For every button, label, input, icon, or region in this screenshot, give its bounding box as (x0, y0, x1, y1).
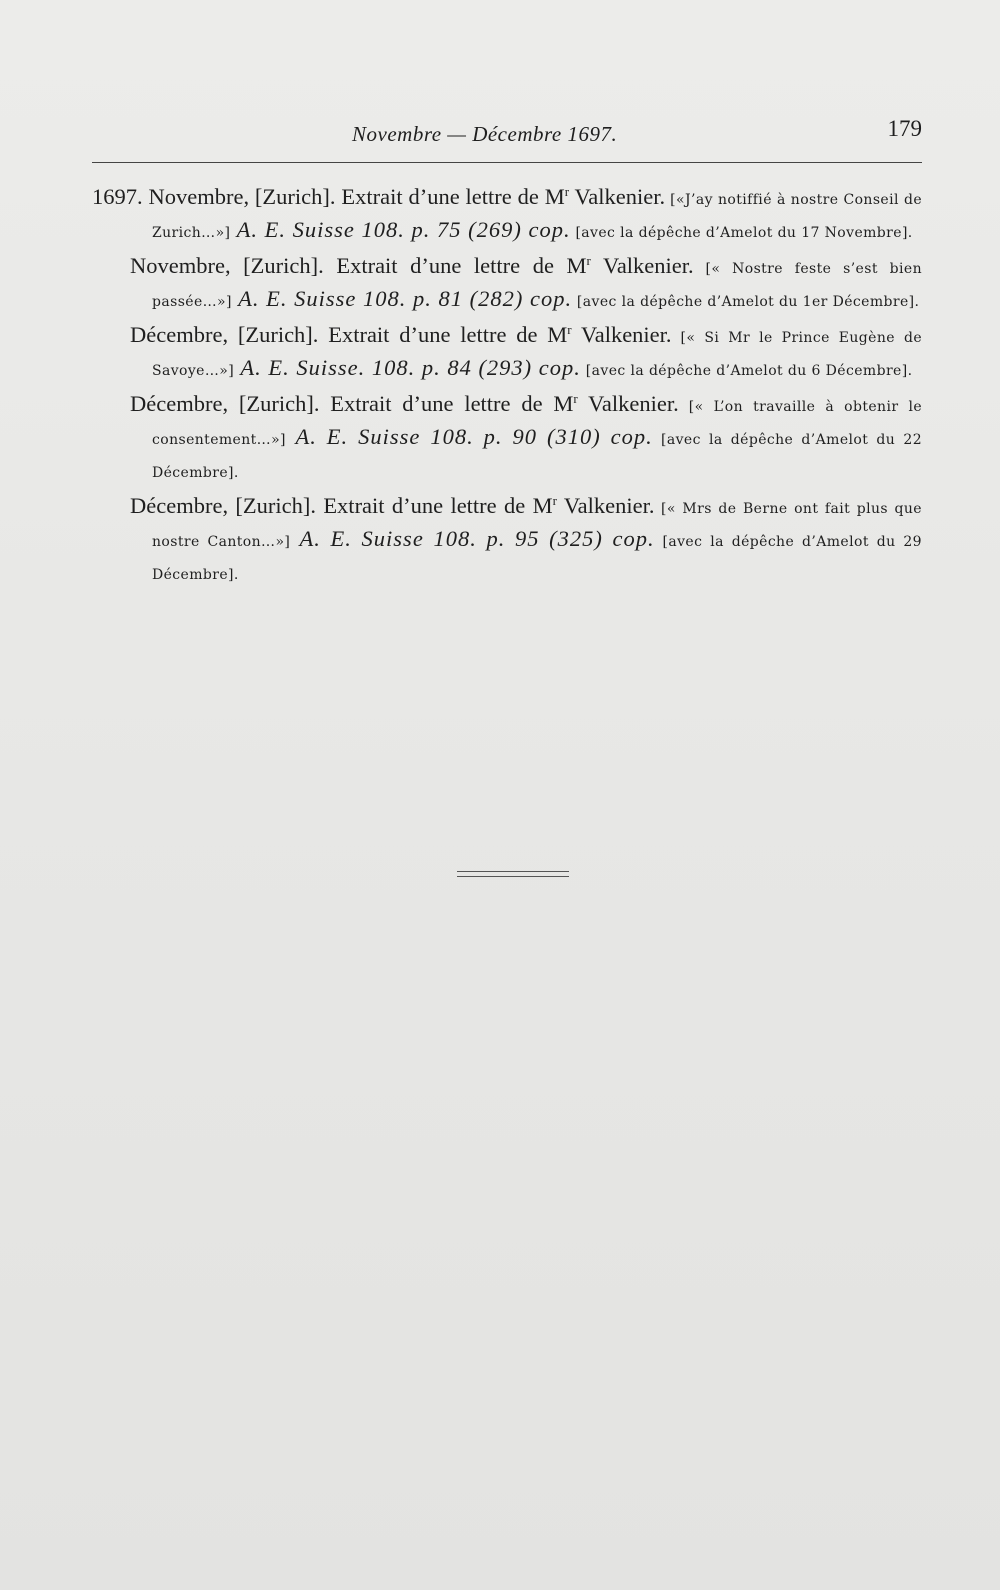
ornamental-rule (457, 871, 569, 877)
entry-citation: A. E. Suisse. 108. p. 84 (293) cop. (234, 355, 581, 380)
entry (92, 320, 922, 386)
entry-note: [avec la dépêche d’Amelot du 22 Décembre]. (152, 432, 922, 481)
entry-sup: r (567, 322, 572, 337)
entry-note: [avec la dépêche d’Amelot du 1er Décembre]. (572, 294, 920, 310)
running-title: Novembre — Décembre 1697. (352, 122, 618, 146)
entry (92, 251, 922, 317)
entry-lead: Novembre, [Zurich]. Extrait d’une lettre de M (130, 253, 587, 278)
entry-quote: [« L’on travaille à obtenir le consentement…»] (152, 399, 923, 448)
entry-lead-end: Valkenier. (569, 184, 666, 209)
entry-sup: r (552, 493, 557, 508)
entry-lead: 1697. Novembre, [Zurich]. Extrait d’une lettre de M (92, 184, 565, 209)
entry-list (92, 182, 922, 593)
entry-note: [avec la dépêche d’Amelot du 17 Novembre]. (570, 225, 913, 241)
header-rule (92, 162, 922, 163)
entry-sup: r (573, 391, 578, 406)
entry-note: [avec la dépêche d’Amelot du 29 Décembre]. (152, 534, 922, 583)
entry-lead: Décembre, [Zurich]. Extrait d’une lettre de M (130, 391, 574, 416)
entry-lead-end: Valkenier. (556, 493, 655, 518)
entry-citation: A. E. Suisse 108. p. 95 (325) cop. (290, 526, 655, 551)
entry-lead-end: Valkenier. (571, 322, 672, 347)
entry-lead: Décembre, [Zurich]. Extrait d’une lettre de M (130, 493, 553, 518)
entry-citation: A. E. Suisse 108. p. 75 (269) cop. (230, 217, 571, 242)
entry (92, 491, 922, 590)
running-head (92, 112, 922, 168)
entry-citation: A. E. Suisse 108. p. 81 (282) cop. (231, 286, 573, 311)
entry-sup: r (586, 253, 591, 268)
entry-lead-end: Valkenier. (590, 253, 694, 278)
entry-note: [avec la dépêche d’Amelot du 6 Décembre]. (580, 363, 913, 379)
entry-quote: [« Mrs de Berne ont fait plus que nostre Canton…»] (152, 501, 922, 550)
entry (92, 389, 922, 488)
entry (92, 182, 922, 248)
entry-quote: [«J’ay notiffié à nostre Conseil de Zurich…»] (152, 192, 923, 241)
entry-quote: [« Nostre feste s’est bien passée…»] (152, 261, 922, 310)
entry-sup: r (564, 184, 570, 199)
entry-lead: Décembre, [Zurich]. Extrait d’une lettre de M (130, 322, 568, 347)
entry-lead-end: Valkenier. (577, 391, 679, 416)
page-number: 179 (887, 116, 922, 141)
entry-citation: A. E. Suisse 108. p. 90 (310) cop. (285, 424, 653, 449)
entry-quote: [« Si Mr le Prince Eugène de Savoye…»] (152, 330, 923, 379)
